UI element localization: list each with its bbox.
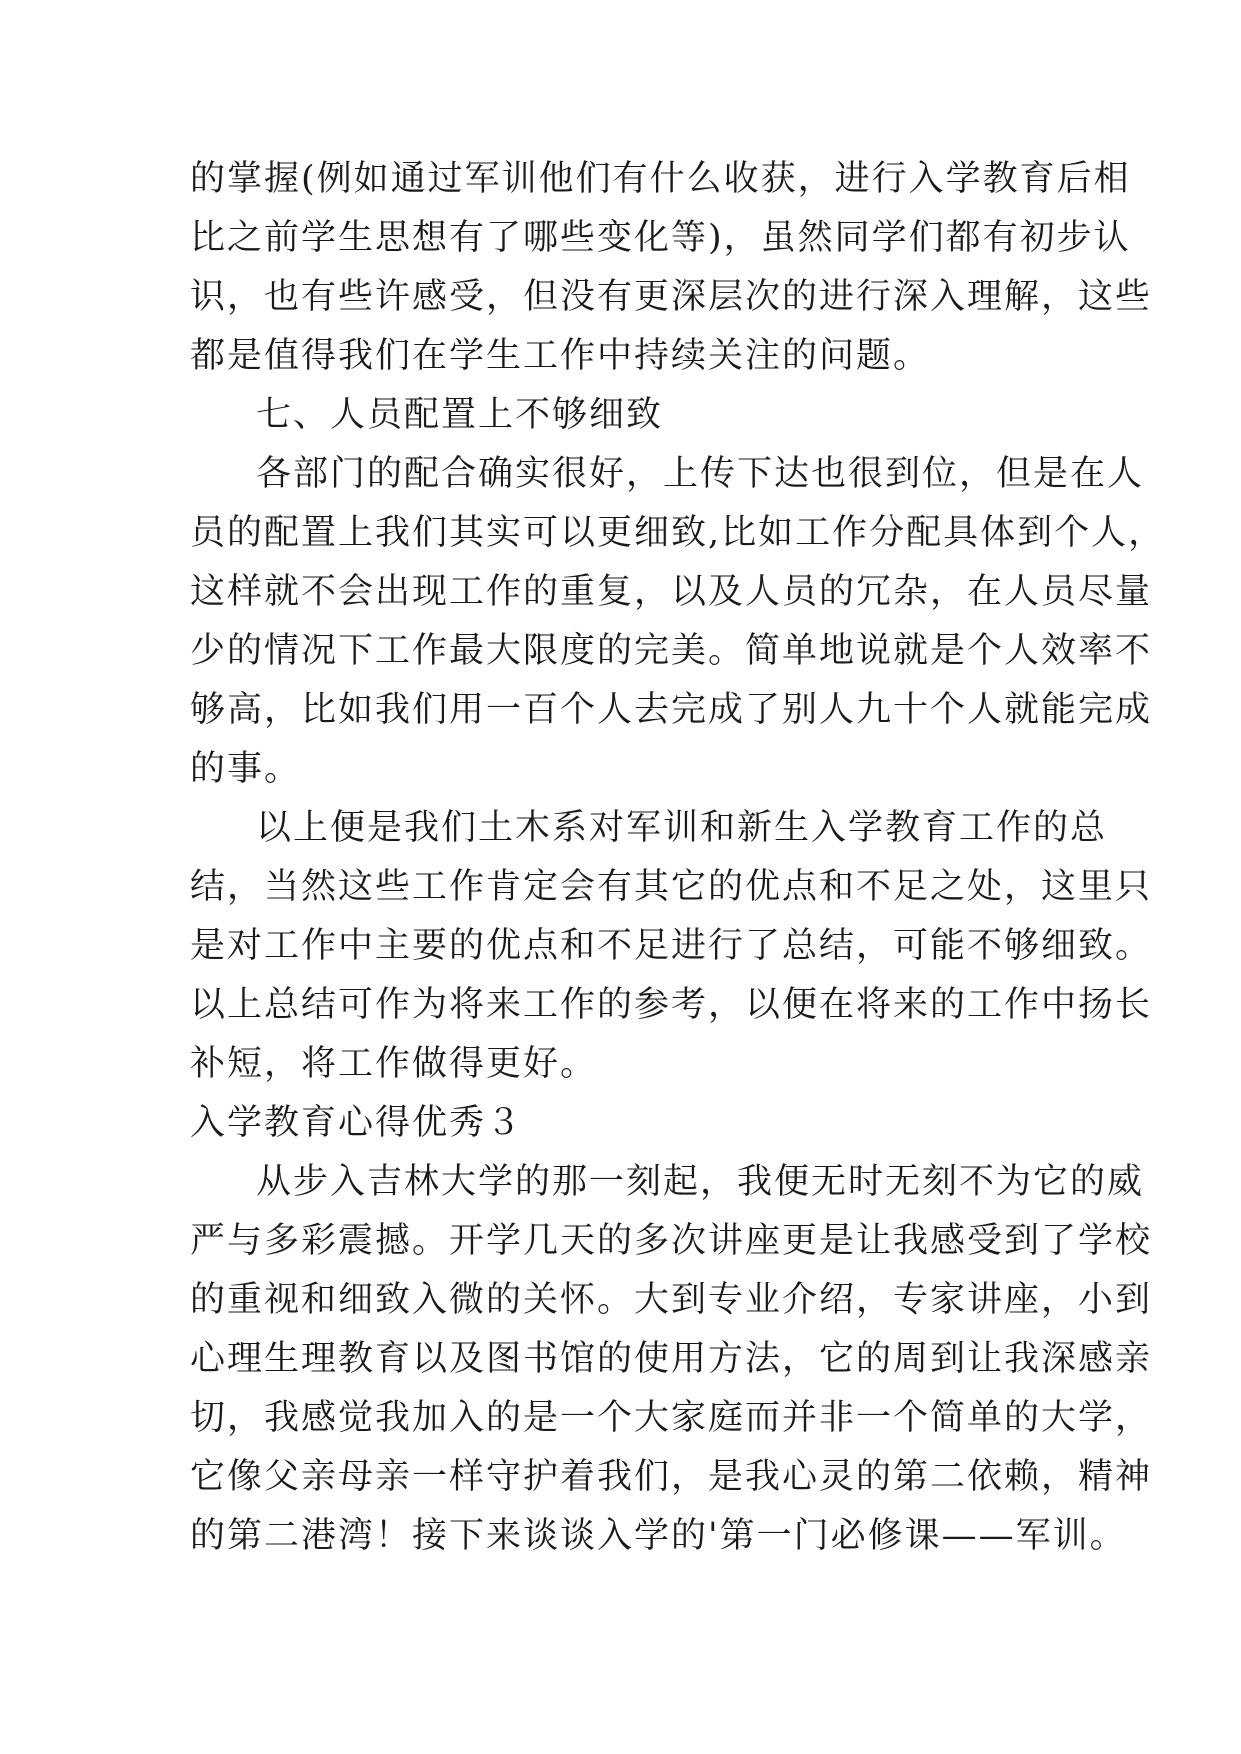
text-line: 结，当然这些工作肯定会有其它的优点和不足之处，这里只 (190, 867, 1153, 907)
text-line: 的第二港湾！接下来谈谈入学的'第一门必修课——军训。 (190, 1516, 1127, 1556)
text-line: 以上便是我们土木系对军训和新生入学教育工作的总 (256, 808, 1108, 848)
text-line: 补短，将工作做得更好。 (190, 1044, 598, 1084)
text-line: 心理生理教育以及图书馆的使用方法，它的周到让我深感亲 (190, 1339, 1153, 1379)
text-line: 够高，比如我们用一百个人去完成了别人九十个人就能完成 (190, 690, 1153, 730)
text-line: 比之前学生思想有了哪些变化等)，虽然同学们都有初步认 (190, 218, 1131, 258)
text-line: 以上总结可作为将来工作的参考，以便在将来的工作中扬长 (190, 985, 1153, 1025)
text-line: 各部门的配合确实很好，上传下达也很到位，但是在人 (256, 454, 1145, 494)
text-line: 是对工作中主要的优点和不足进行了总结，可能不够细致。 (190, 926, 1153, 966)
text-line: 切，我感觉我加入的是一个大家庭而并非一个简单的大学， (190, 1398, 1153, 1438)
text-line: 严与多彩震撼。开学几天的多次讲座更是让我感受到了学校 (190, 1221, 1153, 1261)
text-line: 这样就不会出现工作的重复，以及人员的冗杂，在人员尽量 (190, 572, 1153, 612)
text-line: 员的配置上我们其实可以更细致,比如工作分配具体到个人， (190, 513, 1166, 553)
text-line: 识，也有些许感受，但没有更深层次的进行深入理解，这些 (190, 277, 1153, 317)
text-line: 的事。 (190, 749, 302, 789)
text-line: 它像父亲母亲一样守护着我们，是我心灵的第二依赖，精神 (190, 1457, 1153, 1497)
text-line: 的重视和细致入微的关怀。大到专业介绍，专家讲座，小到 (190, 1280, 1153, 1320)
text-line: 都是值得我们在学生工作中持续关注的问题。 (190, 336, 931, 376)
text-line: 从步入吉林大学的那一刻起，我便无时无刻不为它的威 (256, 1162, 1145, 1202)
text-line: 的掌握(例如通过军训他们有什么收获，进行入学教育后相 (190, 159, 1131, 199)
document-body (190, 150, 1166, 1566)
article-title: 入学教育心得优秀３ (190, 1103, 524, 1143)
text-line: 少的情况下工作最大限度的完美。简单地说就是个人效率不 (190, 631, 1153, 671)
section-heading: 七、人员配置上不够细致 (256, 395, 664, 435)
